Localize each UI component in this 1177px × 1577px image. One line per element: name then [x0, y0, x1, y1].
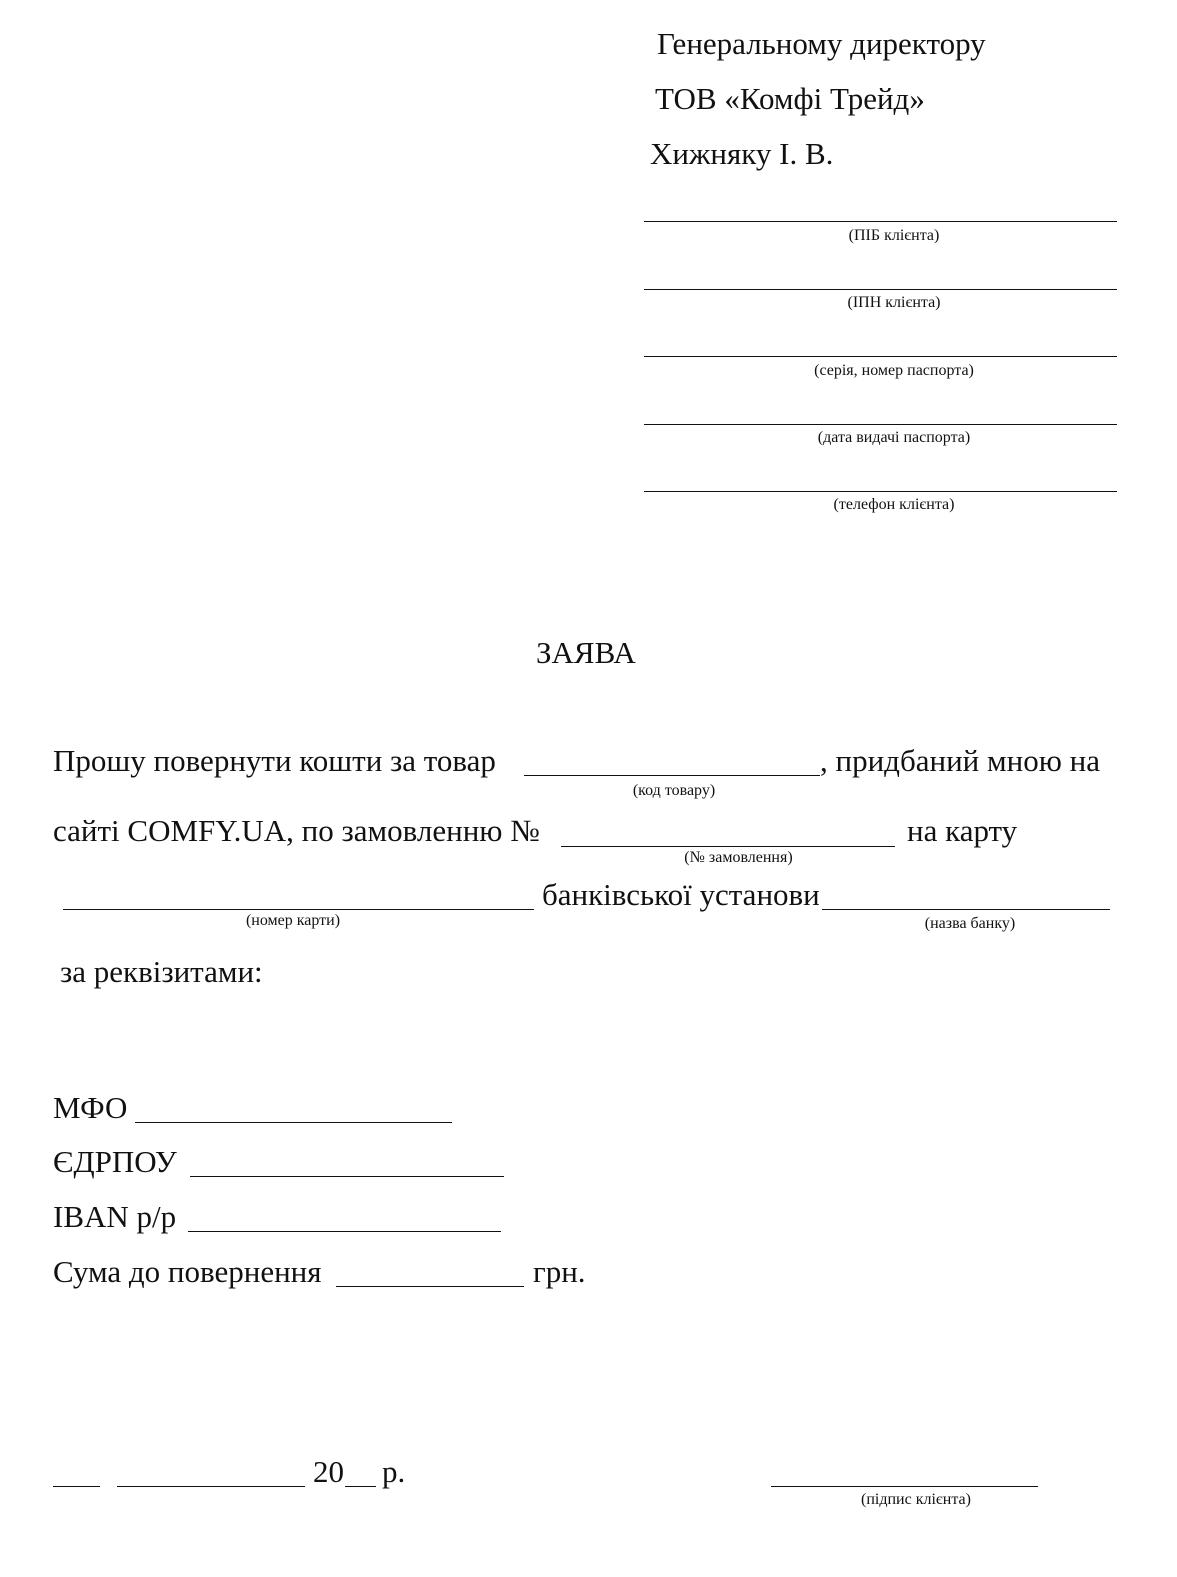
sum-label: Сума до повернення [53, 1254, 322, 1289]
date-month-field[interactable] [117, 1486, 305, 1487]
edrpou-field[interactable] [190, 1176, 504, 1177]
product-code-caption: (код товару) [632, 782, 716, 799]
client-passport-caption: (серія, номер паспорта) [814, 362, 974, 379]
client-name-line[interactable] [644, 221, 1117, 222]
bank-name-field[interactable] [822, 909, 1110, 910]
document-title: ЗАЯВА [536, 635, 636, 670]
product-code-field[interactable] [524, 775, 820, 776]
client-phone-line[interactable] [644, 491, 1117, 492]
mfo-field[interactable] [135, 1122, 452, 1123]
body-line1-end: , придбаний мною на [820, 743, 1100, 778]
card-number-caption: (номер карти) [245, 912, 341, 929]
addressee-name: Хижняку І. В. [650, 136, 834, 171]
body-line2-start: сайті COMFY.UA, по замовленню № [53, 813, 540, 848]
card-number-field[interactable] [63, 909, 534, 910]
addressee-company: ТОВ «Комфі Трейд» [655, 81, 925, 116]
date-year-field[interactable] [345, 1486, 376, 1487]
client-passport-date-caption: (дата видачі паспорта) [817, 429, 971, 446]
year-prefix: 20 [313, 1454, 344, 1489]
body-line1-start: Прошу повернути кошти за товар [53, 743, 496, 778]
body-line2-end: на карту [907, 813, 1018, 848]
signature-caption: (підпис клієнта) [861, 1491, 971, 1508]
body-line4: за реквізитами: [60, 954, 263, 989]
signature-field[interactable] [771, 1486, 1038, 1487]
iban-label: IBAN р/р [53, 1199, 177, 1234]
bank-name-caption: (назва банку) [924, 915, 1016, 932]
iban-field[interactable] [188, 1231, 501, 1232]
client-passport-date-line[interactable] [644, 424, 1117, 425]
client-passport-line[interactable] [644, 356, 1117, 357]
body-line3-mid: банківської установи [542, 877, 820, 912]
sum-field[interactable] [336, 1286, 524, 1287]
year-suffix: р. [382, 1454, 406, 1489]
currency-label: грн. [533, 1254, 586, 1289]
order-number-field[interactable] [561, 846, 895, 847]
addressee-position: Генеральному директору [657, 26, 986, 61]
edrpou-label: ЄДРПОУ [53, 1144, 177, 1179]
date-day-field[interactable] [53, 1486, 100, 1487]
client-phone-caption: (телефон клієнта) [833, 496, 955, 513]
order-number-caption: (№ замовлення) [684, 849, 793, 866]
client-tax-id-caption: (ІПН клієнта) [847, 294, 941, 311]
client-name-caption: (ПІБ клієнта) [848, 227, 940, 244]
mfo-label: МФО [53, 1090, 128, 1125]
client-tax-id-line[interactable] [644, 289, 1117, 290]
